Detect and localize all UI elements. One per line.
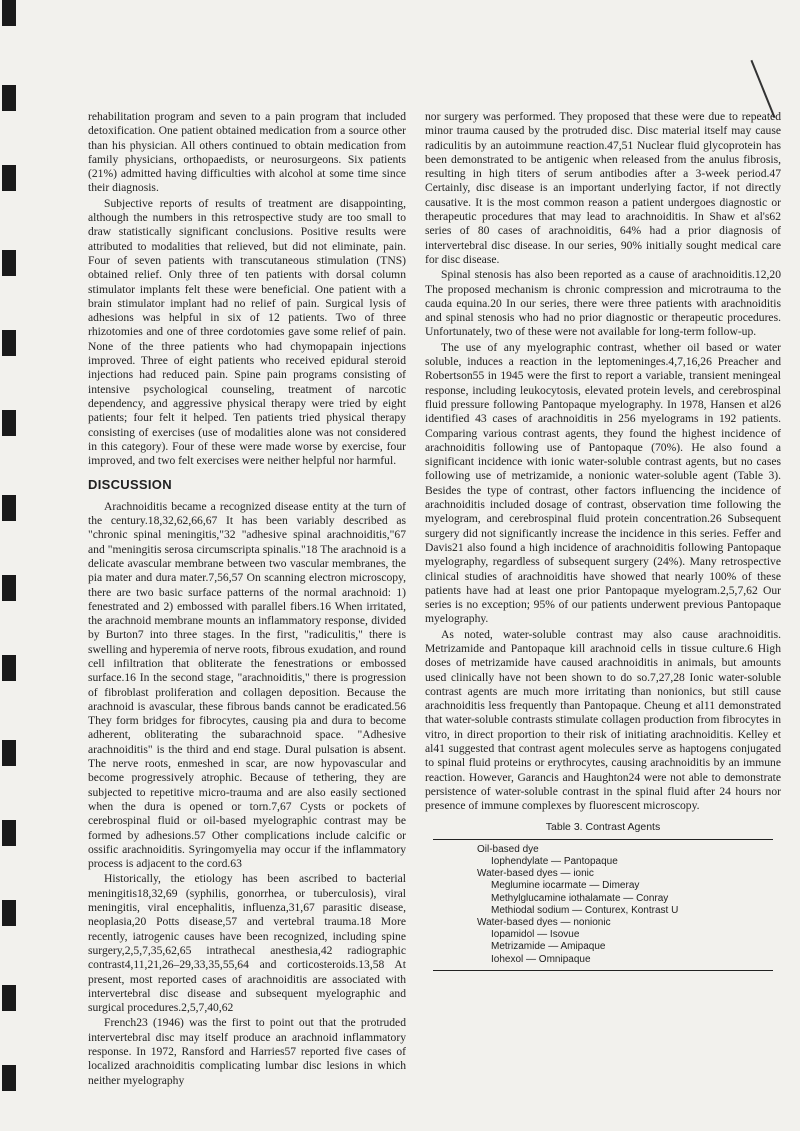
right-column [425, 110, 781, 971]
paragraph: rehabilitation program and seven to a pain program that included detoxification. One patient obtained medication from a source other than his physician. All others continued to obtain medication from family physicians, orthopaedists, or neurosurgeons. Six patients (21%) admitted having difficulties with alcohol at some time since their diagnosis. [88, 110, 406, 195]
table-row: Metrizamide — Amipaque [491, 941, 606, 953]
table-bottom-rule [433, 970, 773, 971]
binder-hole [2, 330, 16, 356]
paragraph: French23 (1946) was the first to point out that the protruded intervertebral disc may itself produce an arachnoid inflammatory response. In 1972, Ransford and Harries57 reported five cases of localized arachnoiditis complicating lumbar disc lesions in which neither myelography [88, 1016, 406, 1087]
table-row: Methiodal sodium — Conturex, Kontrast U [491, 904, 679, 916]
binder-hole [2, 250, 16, 276]
binder-hole [2, 985, 16, 1011]
table-row: Iophendylate — Pantopaque [491, 856, 618, 868]
paragraph: Spinal stenosis has also been reported as a cause of arachnoiditis.12,20 The proposed mechanism is chronic compression and microtrauma to the cauda equina.20 In our series, there were three patients with arachnoiditis and spinal stenosis who had no prior diagnostic or therapeutic procedures. Unfortunately, two of these were not available for long-term follow-up. [425, 268, 781, 339]
table-body [425, 840, 781, 970]
binder-hole [2, 740, 16, 766]
table-row: Water-based dyes — ionic [477, 868, 594, 880]
table-row: Meglumine iocarmate — Dimeray [491, 880, 640, 892]
binder-hole [2, 1065, 16, 1091]
paragraph: The use of any myelographic contrast, whether oil based or water soluble, induces a reaction in the leptomeninges.4,7,16,26 Preacher and Robertson55 in 1945 were the first to report a variable, transient meningeal response, including leukocytosis, elevated protein levels, and cerebrospinal fluid pressure following Pantopaque myelography. In 1978, Hansen et al26 identified 43 cases of arachnoiditis in 256 myelograms in 192 patients. Comparing various contrast agents, they found the highest incidence of arachnoiditis following use of Pantopaque (70%). He also found a significant incidence with ionic water-soluble contrast agents, but no cases following use of metrizamide, a nonionic water-soluble agent (Table 3). Besides the type of contrast, other factors influencing the incidence of arachnoiditis included dosage of contrast, observation time following the myelogram, and cerebrospinal fluid protein concentration.26 Subsequent surgery did not significantly increase the incidence in this series. Feffer and Davis21 also found a high incidence of arachnoiditis following Pantopaque myelography, regardless of subsequent surgery (24%). Many retrospective clinical studies of arachnoiditis have showed that nearly 100% of these patients have had at least one prior Pantopaque myelogram.2,5,7,62 Our series is no exception; 95% of our patients underwent previous Pantopaque myelography. [425, 340, 781, 626]
paragraph: Historically, the etiology has been ascribed to bacterial meningitis18,32,69 (syphilis, gonorrhea, or tuberculosis), viral meningitis, viral encephalitis, influenza,31,67 parasitic disease, neoplasia,20 Potts disease,57 and vertebral trauma.18 More recently, iatrogenic causes have been recognized, including spine surgery,2,5,7,35,62,65 intrathecal anesthesia,42 radiographic contrast4,11,21,26–29,33,35,55,64 and corticosteroids.13,58 At present, most reported cases of arachnoiditis are associated with intervertebral disc disease and subsequent myelographic and surgical procedures.2,5,7,40,62 [88, 872, 406, 1015]
binder-hole [2, 85, 16, 111]
binder-hole [2, 410, 16, 436]
table-row: Oil-based dye [477, 843, 539, 855]
paragraph: Subjective reports of results of treatment are disappointing, although the numbers in this retrospective study are too small to draw statistically significant conclusions. Positive results were attributed to modalities that relieved, but did not eliminate, pain. Four of seven patients with transcutaneous stimulation (TNS) obtained relief. Only three of ten patients with dorsal column stimulator implants felt these were beneficial. One patient with a brain stimulator implant had no relief of pain. Surgical lysis of adhesions was helpful in six of 12 patients. Two of three rhizotomies and one of three cordotomies gave some relief of pain. None of the three patients who had chymopapain injections improved. Three of eight patients who received epidural steroid injections had reduced pain. Spine pain programs consisting of intensive psychological counseling, treatment of narcotic dependency, and aggressive physical therapy were tried by eight patients; four felt it helped. Ten patients tried physical therapy consisting of exercises (use of modalities alone was not considered in this category). Four of these were made worse by exercise, four improved, and two felt exercises were neither helpful nor harmful. [88, 196, 406, 468]
binder-hole [2, 655, 16, 681]
paragraph: Arachnoiditis became a recognized disease entity at the turn of the century.18,32,62,66,67 It has been variably described as "chronic spinal meningitis,"32 "adhesive spinal arachnoiditis,"67 and "meningitis serosa circumscripta spinalis."18 The arachnoid is a delicate avascular membrane between two vascular membranes, the pia mater and dura mater.7,56,57 On scanning electron microscopy, there are two basic surface patterns of the normal arachnoid: 1) fenestrated and 2) embossed with parallel fibers.16 When irritated, the arachnoid membrane mounts an inflammatory response, divided by Burton7 into three stages. In the first, "radiculitis," there is swelling and hyperemia of nerve roots, fibrous exudation, and round cell infiltration that obliterate the fenestrations or embossed surface.16 In the second stage, "arachnoiditis," there is progression of fibroblast proliferation and collagen deposition. Because the arachnoid is avascular, these fibrous bands cannot be eradicated.56 They form bridges for fibrocytes, causing pia and dura to become adherent, obliterating the subarachnoid space. "Adhesive arachnoiditis" is the third and end stage. Dural pulsation is absent. The nerve roots, enmeshed in scar, are now hypovascular and become progressively atrophic. Because of tethering, they are subjected to repetitive micro-trauma and are also easily sectioned when the dura is opened or torn.7,67 Cysts or pockets of cerebrospinal fluid or oil-based myelographic contrast may be formed by adhesions.57 Other complications include calcific or ossific arachnoiditis. Syringomyelia may occur if the inflammatory process is adjacent to the cord.63 [88, 499, 406, 871]
binder-hole [2, 0, 16, 26]
paragraph: As noted, water-soluble contrast may also cause arachnoiditis. Metrizamide and Pantopaque kill arachnoid cells in tissue culture.6 High doses of metrizamide have caused arachnoiditis in animals, but amounts used clinically have not been shown to do so.7,27,28 Ionic water-soluble contrast agents are much more irritating than nonionics, but still cause arachnoiditis less frequently than Pantopaque. Cheung et al11 demonstrated that water-soluble contrasts stimulate collagen production from fibrocytes in vitro, in direct proportion to their risk of initiating arachnoiditis. Kelley et al41 suggested that contrast agent molecules serve as haptogens conjugated to spinal fluid proteins or erythrocytes, causing arachnoiditis by an immune reaction. However, Garancis and Haughton24 were not able to demonstrate persistence of water-soluble contrast in the spinal fluid after 24 hours nor presence of immune complexes by fluorescent microscopy. [425, 627, 781, 813]
binder-hole [2, 165, 16, 191]
table-row: Iopamidol — Isovue [491, 929, 580, 941]
binder-hole [2, 575, 16, 601]
table-title: Table 3. Contrast Agents [545, 820, 661, 833]
section-heading: DISCUSSION [88, 477, 172, 493]
table-row: Iohexol — Omnipaque [491, 953, 591, 965]
binder-hole [2, 820, 16, 846]
left-column [88, 110, 406, 1088]
binder-hole [2, 900, 16, 926]
table-row: Water-based dyes — nonionic [477, 917, 611, 929]
table-row: Methylglucamine iothalamate — Conray [491, 892, 669, 904]
table-3 [425, 820, 781, 971]
binder-edge [0, 0, 26, 1131]
binder-hole [2, 495, 16, 521]
paragraph: nor surgery was performed. They proposed that these were due to repeated minor trauma caused by the protruded disc. Disc material itself may cause radiculitis by an autoimmune reaction.47,51 Nuclear fluid glycoprotein has been demonstrated to be antigenic when released from the anulus fibrosis, resulting in high titers of serum antibodies after a 3-week period.47 Certainly, disc disease is an important underlying factor, if not directly causative. It is the most common reason a patient undergoes diagnostic or therapeutic procedures that may lead to arachnoiditis. In Shaw et al's62 series of 80 cases of arachnoiditis, 64% had a prior diagnosis of intervertebral disc disease. In our series, 90% initially sought medical care for disc disease. [425, 110, 781, 266]
